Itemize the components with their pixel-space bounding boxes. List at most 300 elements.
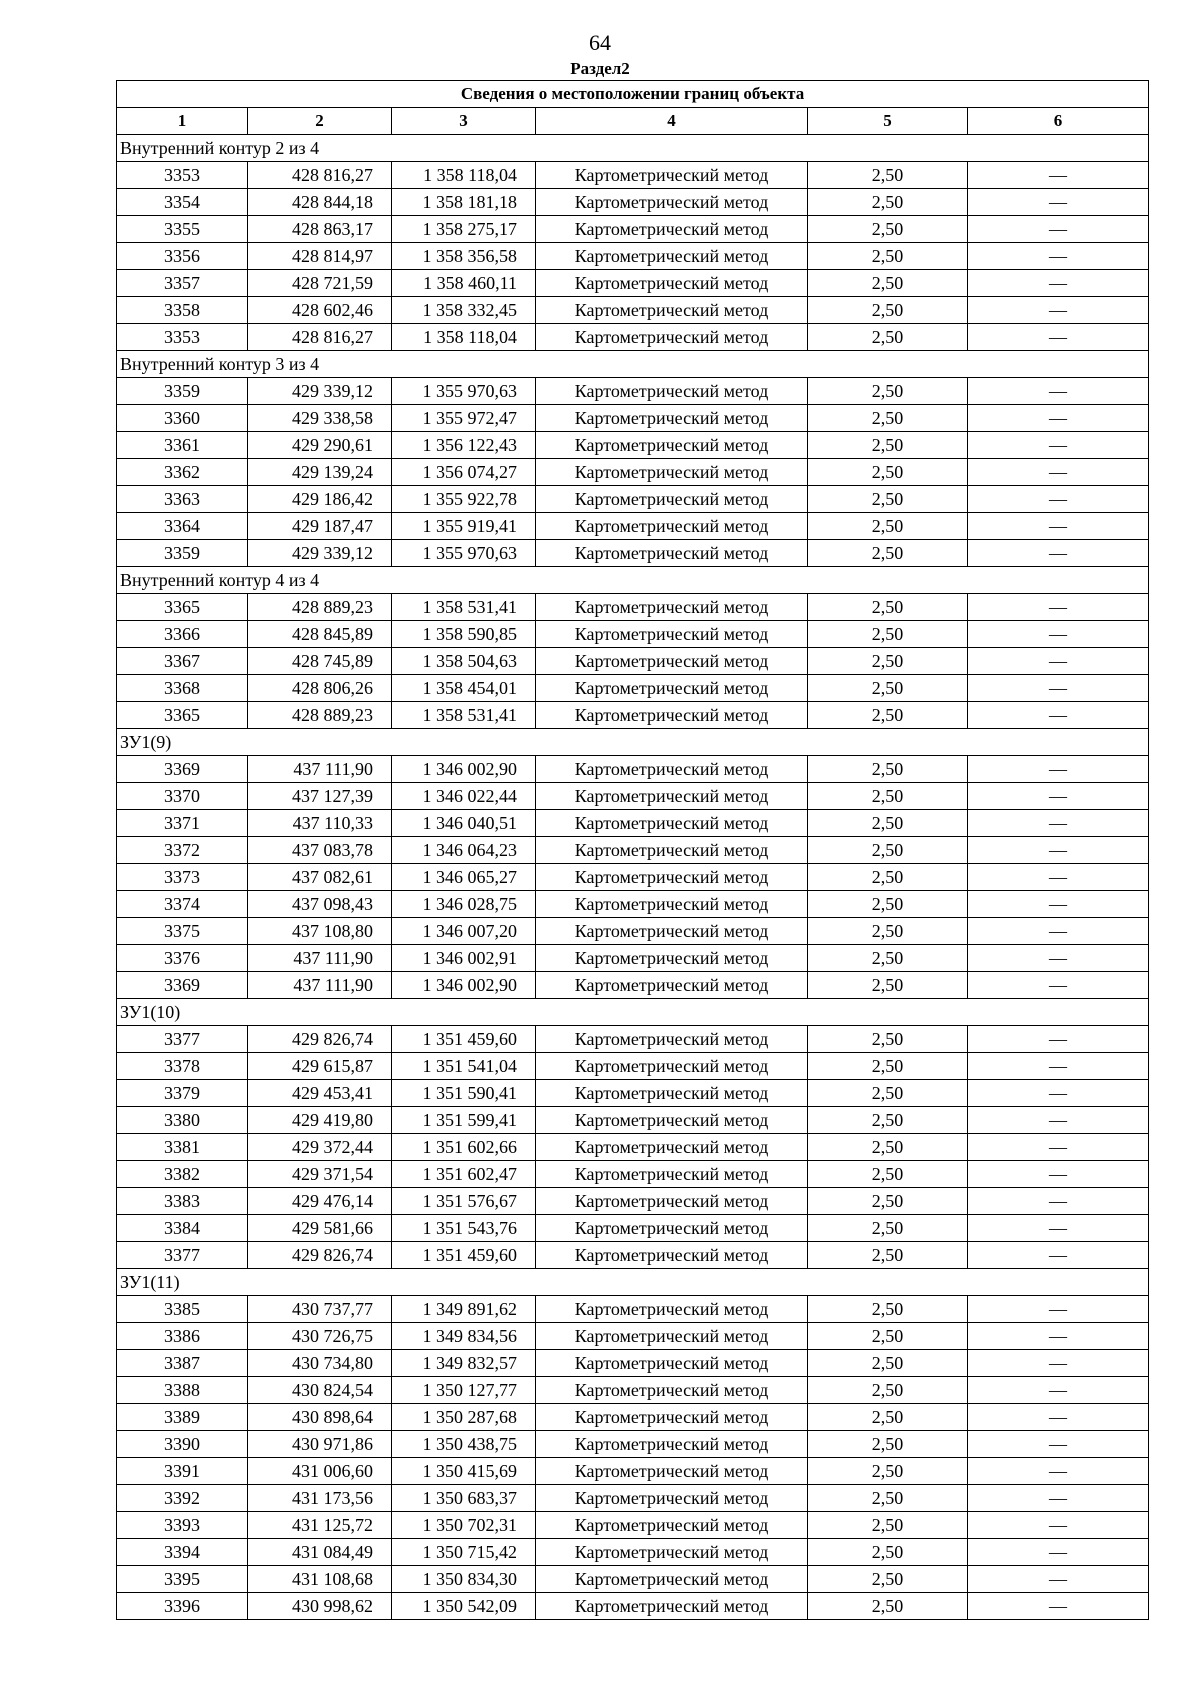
table-row [117,162,1149,189]
accuracy-cell: 2,50 [808,837,968,864]
coord-y-cell: 1 349 832,57 [392,1350,536,1377]
description-cell: — [968,891,1149,918]
method-cell: Картометрический метод [536,297,808,324]
point-number-cell: 3370 [117,783,248,810]
point-number-cell: 3369 [117,972,248,999]
table-row [117,1026,1149,1053]
description-cell: — [968,1404,1149,1431]
coord-x-cell: 428 816,27 [248,324,392,351]
coord-x-cell: 429 826,74 [248,1026,392,1053]
coord-x-cell: 428 845,89 [248,621,392,648]
coord-x-cell: 431 125,72 [248,1512,392,1539]
description-cell: — [968,459,1149,486]
coord-x-cell: 430 971,86 [248,1431,392,1458]
coord-x-cell: 437 110,33 [248,810,392,837]
accuracy-cell: 2,50 [808,1107,968,1134]
method-cell: Картометрический метод [536,1350,808,1377]
method-cell: Картометрический метод [536,1053,808,1080]
method-cell: Картометрический метод [536,1242,808,1269]
method-cell: Картометрический метод [536,756,808,783]
method-cell: Картометрический метод [536,891,808,918]
coord-x-cell: 428 721,59 [248,270,392,297]
coord-y-cell: 1 355 970,63 [392,378,536,405]
point-number-cell: 3377 [117,1242,248,1269]
coord-y-cell: 1 346 002,91 [392,945,536,972]
description-cell: — [968,972,1149,999]
description-cell: — [968,648,1149,675]
section-title: Раздел2 [570,59,630,78]
coord-y-cell: 1 358 590,85 [392,621,536,648]
table-row [117,648,1149,675]
table-row [117,459,1149,486]
description-cell: — [968,1053,1149,1080]
method-cell: Картометрический метод [536,189,808,216]
accuracy-cell: 2,50 [808,1350,968,1377]
coord-x-cell: 430 737,77 [248,1296,392,1323]
coord-x-cell: 429 826,74 [248,1242,392,1269]
description-cell: — [968,297,1149,324]
table-row [117,918,1149,945]
table-row [117,1377,1149,1404]
method-cell: Картометрический метод [536,1377,808,1404]
method-cell: Картометрический метод [536,1188,808,1215]
coord-y-cell: 1 355 919,41 [392,513,536,540]
point-number-cell: 3396 [117,1593,248,1620]
coord-y-cell: 1 358 356,58 [392,243,536,270]
table-row [117,972,1149,999]
table-row [117,1080,1149,1107]
coord-y-cell: 1 351 602,47 [392,1161,536,1188]
coord-y-cell: 1 346 064,23 [392,837,536,864]
point-number-cell: 3378 [117,1053,248,1080]
accuracy-cell: 2,50 [808,513,968,540]
table-row [117,702,1149,729]
coord-y-cell: 1 358 118,04 [392,162,536,189]
accuracy-cell: 2,50 [808,891,968,918]
coord-y-cell: 1 350 438,75 [392,1431,536,1458]
description-cell: — [968,1512,1149,1539]
description-cell: — [968,432,1149,459]
coord-x-cell: 437 111,90 [248,972,392,999]
point-number-cell: 3373 [117,864,248,891]
accuracy-cell: 2,50 [808,1323,968,1350]
accuracy-cell: 2,50 [808,1566,968,1593]
point-number-cell: 3366 [117,621,248,648]
point-number-cell: 3379 [117,1080,248,1107]
coord-x-cell: 428 814,97 [248,243,392,270]
method-cell: Картометрический метод [536,405,808,432]
description-cell: — [968,918,1149,945]
accuracy-cell: 2,50 [808,783,968,810]
description-cell: — [968,486,1149,513]
column-header: 1 [117,108,248,135]
coord-y-cell: 1 346 002,90 [392,756,536,783]
accuracy-cell: 2,50 [808,756,968,783]
description-cell: — [968,783,1149,810]
group-row [117,1269,1149,1296]
point-number-cell: 3355 [117,216,248,243]
description-cell: — [968,1080,1149,1107]
table-row [117,1134,1149,1161]
method-cell: Картометрический метод [536,702,808,729]
method-cell: Картометрический метод [536,378,808,405]
coord-y-cell: 1 351 543,76 [392,1215,536,1242]
accuracy-cell: 2,50 [808,1188,968,1215]
method-cell: Картометрический метод [536,972,808,999]
point-number-cell: 3376 [117,945,248,972]
table-row [117,1404,1149,1431]
coord-y-cell: 1 358 460,11 [392,270,536,297]
table-row [117,594,1149,621]
coord-x-cell: 437 098,43 [248,891,392,918]
coord-x-cell: 430 898,64 [248,1404,392,1431]
method-cell: Картометрический метод [536,540,808,567]
point-number-cell: 3391 [117,1458,248,1485]
description-cell: — [968,405,1149,432]
accuracy-cell: 2,50 [808,1593,968,1620]
column-header: 6 [968,108,1149,135]
point-number-cell: 3372 [117,837,248,864]
description-cell: — [968,1485,1149,1512]
point-number-cell: 3360 [117,405,248,432]
accuracy-cell: 2,50 [808,486,968,513]
table-row [117,1296,1149,1323]
method-cell: Картометрический метод [536,324,808,351]
table-row [117,756,1149,783]
coord-x-cell: 429 453,41 [248,1080,392,1107]
table-row [117,1593,1149,1620]
method-cell: Картометрический метод [536,243,808,270]
coord-y-cell: 1 346 040,51 [392,810,536,837]
group-row [117,351,1149,378]
description-cell: — [968,270,1149,297]
method-cell: Картометрический метод [536,1458,808,1485]
method-cell: Картометрический метод [536,1161,808,1188]
coord-y-cell: 1 350 127,77 [392,1377,536,1404]
method-cell: Картометрический метод [536,1296,808,1323]
description-cell: — [968,1026,1149,1053]
table-row [117,945,1149,972]
coord-x-cell: 428 863,17 [248,216,392,243]
coord-x-cell: 429 339,12 [248,378,392,405]
coord-x-cell: 431 084,49 [248,1539,392,1566]
description-cell: — [968,1215,1149,1242]
table-row [117,621,1149,648]
group-label: Внутренний контур 4 из 4 [117,567,1149,594]
point-number-cell: 3384 [117,1215,248,1242]
group-row [117,999,1149,1026]
accuracy-cell: 2,50 [808,162,968,189]
group-label: Внутренний контур 3 из 4 [117,351,1149,378]
table-row [117,1215,1149,1242]
coord-x-cell: 429 615,87 [248,1053,392,1080]
accuracy-cell: 2,50 [808,243,968,270]
description-cell: — [968,1539,1149,1566]
coord-y-cell: 1 346 002,90 [392,972,536,999]
table-row [117,675,1149,702]
coord-y-cell: 1 350 715,42 [392,1539,536,1566]
table-row [117,1242,1149,1269]
coord-y-cell: 1 349 834,56 [392,1323,536,1350]
method-cell: Картометрический метод [536,1080,808,1107]
coord-y-cell: 1 350 415,69 [392,1458,536,1485]
coord-y-cell: 1 346 022,44 [392,783,536,810]
point-number-cell: 3356 [117,243,248,270]
table-row [117,243,1149,270]
table-row [117,783,1149,810]
description-cell: — [968,1566,1149,1593]
method-cell: Картометрический метод [536,1539,808,1566]
coord-x-cell: 429 139,24 [248,459,392,486]
point-number-cell: 3354 [117,189,248,216]
coord-y-cell: 1 358 504,63 [392,648,536,675]
description-cell: — [968,837,1149,864]
coord-x-cell: 431 173,56 [248,1485,392,1512]
accuracy-cell: 2,50 [808,189,968,216]
method-cell: Картометрический метод [536,648,808,675]
description-cell: — [968,756,1149,783]
coord-y-cell: 1 351 602,66 [392,1134,536,1161]
table-row [117,378,1149,405]
point-number-cell: 3383 [117,1188,248,1215]
column-header: 2 [248,108,392,135]
accuracy-cell: 2,50 [808,459,968,486]
coord-x-cell: 428 889,23 [248,702,392,729]
coord-y-cell: 1 350 702,31 [392,1512,536,1539]
accuracy-cell: 2,50 [808,1215,968,1242]
point-number-cell: 3363 [117,486,248,513]
coord-x-cell: 429 339,12 [248,540,392,567]
coord-y-cell: 1 346 028,75 [392,891,536,918]
accuracy-cell: 2,50 [808,1080,968,1107]
method-cell: Картометрический метод [536,1512,808,1539]
coord-y-cell: 1 355 922,78 [392,486,536,513]
method-cell: Картометрический метод [536,1215,808,1242]
method-cell: Картометрический метод [536,432,808,459]
coord-x-cell: 428 745,89 [248,648,392,675]
table-row [117,1053,1149,1080]
coord-x-cell: 437 083,78 [248,837,392,864]
accuracy-cell: 2,50 [808,1242,968,1269]
description-cell: — [968,1593,1149,1620]
point-number-cell: 3365 [117,594,248,621]
accuracy-cell: 2,50 [808,594,968,621]
table-row [117,1323,1149,1350]
method-cell: Картометрический метод [536,1134,808,1161]
accuracy-cell: 2,50 [808,540,968,567]
table-row [117,1350,1149,1377]
accuracy-cell: 2,50 [808,945,968,972]
coord-x-cell: 430 726,75 [248,1323,392,1350]
point-number-cell: 3394 [117,1539,248,1566]
point-number-cell: 3390 [117,1431,248,1458]
accuracy-cell: 2,50 [808,216,968,243]
accuracy-cell: 2,50 [808,1296,968,1323]
accuracy-cell: 2,50 [808,621,968,648]
point-number-cell: 3353 [117,162,248,189]
point-number-cell: 3382 [117,1161,248,1188]
coord-y-cell: 1 350 834,30 [392,1566,536,1593]
table-row [117,837,1149,864]
point-number-cell: 3395 [117,1566,248,1593]
group-row [117,729,1149,756]
coord-x-cell: 429 371,54 [248,1161,392,1188]
coord-x-cell: 429 187,47 [248,513,392,540]
table-row [117,540,1149,567]
coord-y-cell: 1 350 542,09 [392,1593,536,1620]
coord-y-cell: 1 358 275,17 [392,216,536,243]
coord-x-cell: 429 372,44 [248,1134,392,1161]
coord-x-cell: 428 816,27 [248,162,392,189]
coord-x-cell: 428 844,18 [248,189,392,216]
table-row [117,1458,1149,1485]
description-cell: — [968,1323,1149,1350]
description-cell: — [968,540,1149,567]
accuracy-cell: 2,50 [808,810,968,837]
coord-x-cell: 429 186,42 [248,486,392,513]
point-number-cell: 3362 [117,459,248,486]
method-cell: Картометрический метод [536,270,808,297]
accuracy-cell: 2,50 [808,1458,968,1485]
accuracy-cell: 2,50 [808,675,968,702]
coord-y-cell: 1 358 531,41 [392,594,536,621]
coord-x-cell: 437 111,90 [248,756,392,783]
method-cell: Картометрический метод [536,810,808,837]
coord-y-cell: 1 358 181,18 [392,189,536,216]
description-cell: — [968,621,1149,648]
coord-x-cell: 430 998,62 [248,1593,392,1620]
table-row [117,1512,1149,1539]
description-cell: — [968,216,1149,243]
table-row [117,189,1149,216]
accuracy-cell: 2,50 [808,378,968,405]
coord-x-cell: 430 734,80 [248,1350,392,1377]
point-number-cell: 3359 [117,540,248,567]
point-number-cell: 3358 [117,297,248,324]
accuracy-cell: 2,50 [808,1431,968,1458]
method-cell: Картометрический метод [536,1566,808,1593]
method-cell: Картометрический метод [536,1485,808,1512]
coord-y-cell: 1 351 459,60 [392,1242,536,1269]
coord-x-cell: 428 602,46 [248,297,392,324]
table-row [117,1566,1149,1593]
point-number-cell: 3353 [117,324,248,351]
accuracy-cell: 2,50 [808,864,968,891]
group-row [117,135,1149,162]
coord-x-cell: 430 824,54 [248,1377,392,1404]
accuracy-cell: 2,50 [808,432,968,459]
coord-x-cell: 431 108,68 [248,1566,392,1593]
coord-y-cell: 1 355 970,63 [392,540,536,567]
point-number-cell: 3361 [117,432,248,459]
coord-y-cell: 1 358 332,45 [392,297,536,324]
description-cell: — [968,864,1149,891]
coord-x-cell: 437 127,39 [248,783,392,810]
method-cell: Картометрический метод [536,594,808,621]
method-cell: Картометрический метод [536,1404,808,1431]
coord-x-cell: 428 806,26 [248,675,392,702]
point-number-cell: 3374 [117,891,248,918]
point-number-cell: 3386 [117,1323,248,1350]
description-cell: — [968,1350,1149,1377]
boundary-table-body [117,81,1149,1620]
method-cell: Картометрический метод [536,1107,808,1134]
coord-y-cell: 1 358 454,01 [392,675,536,702]
description-cell: — [968,1296,1149,1323]
group-label: ЗУ1(11) [117,1269,1149,1296]
table-row [117,405,1149,432]
table-row [117,486,1149,513]
point-number-cell: 3359 [117,378,248,405]
description-cell: — [968,1242,1149,1269]
coord-y-cell: 1 351 541,04 [392,1053,536,1080]
coord-x-cell: 429 290,61 [248,432,392,459]
method-cell: Картометрический метод [536,918,808,945]
description-cell: — [968,945,1149,972]
point-number-cell: 3387 [117,1350,248,1377]
coord-y-cell: 1 350 683,37 [392,1485,536,1512]
table-row [117,1161,1149,1188]
method-cell: Картометрический метод [536,864,808,891]
accuracy-cell: 2,50 [808,1053,968,1080]
group-row [117,567,1149,594]
table-row [117,513,1149,540]
accuracy-cell: 2,50 [808,1161,968,1188]
point-number-cell: 3364 [117,513,248,540]
coord-y-cell: 1 358 118,04 [392,324,536,351]
table-row [117,216,1149,243]
coord-x-cell: 437 082,61 [248,864,392,891]
method-cell: Картометрический метод [536,621,808,648]
accuracy-cell: 2,50 [808,1485,968,1512]
point-number-cell: 3381 [117,1134,248,1161]
coord-y-cell: 1 351 590,41 [392,1080,536,1107]
method-cell: Картометрический метод [536,1026,808,1053]
method-cell: Картометрический метод [536,783,808,810]
point-number-cell: 3375 [117,918,248,945]
boundary-table [116,80,1149,1620]
accuracy-cell: 2,50 [808,1539,968,1566]
description-cell: — [968,324,1149,351]
accuracy-cell: 2,50 [808,1134,968,1161]
method-cell: Картометрический метод [536,1323,808,1350]
table-row [117,1485,1149,1512]
point-number-cell: 3380 [117,1107,248,1134]
table-row [117,1431,1149,1458]
coord-y-cell: 1 346 065,27 [392,864,536,891]
coord-x-cell: 437 111,90 [248,945,392,972]
description-cell: — [968,1377,1149,1404]
table-row [117,324,1149,351]
table-row [117,1107,1149,1134]
point-number-cell: 3392 [117,1485,248,1512]
accuracy-cell: 2,50 [808,972,968,999]
accuracy-cell: 2,50 [808,1026,968,1053]
description-cell: — [968,162,1149,189]
table-row [117,1539,1149,1566]
coord-x-cell: 431 006,60 [248,1458,392,1485]
accuracy-cell: 2,50 [808,297,968,324]
description-cell: — [968,594,1149,621]
description-cell: — [968,675,1149,702]
description-cell: — [968,702,1149,729]
group-label: ЗУ1(10) [117,999,1149,1026]
table-header-row [117,108,1149,135]
point-number-cell: 3357 [117,270,248,297]
accuracy-cell: 2,50 [808,648,968,675]
coord-y-cell: 1 356 074,27 [392,459,536,486]
point-number-cell: 3393 [117,1512,248,1539]
